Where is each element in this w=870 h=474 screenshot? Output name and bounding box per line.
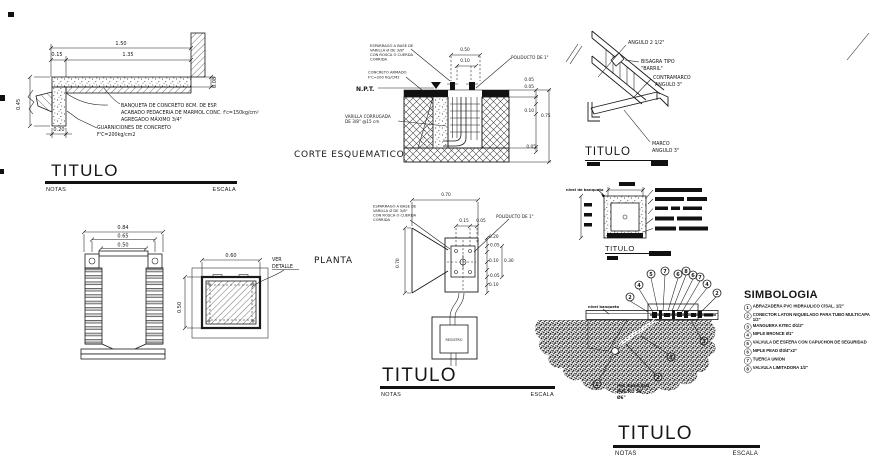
redacted-label	[651, 161, 668, 166]
title-rule	[613, 445, 760, 448]
section-title: TITULO	[605, 244, 635, 253]
callout-number: 3	[669, 354, 673, 361]
titulo-block-banqueta	[45, 162, 237, 193]
section-title: TITULO	[382, 365, 457, 386]
note-text: VARILLA Ø DE 3/8"	[370, 48, 405, 53]
marco-isometric-drawing	[566, 31, 691, 154]
section-title: TITULO	[585, 146, 631, 158]
callout-number: 6	[676, 271, 680, 278]
callout-number: 8	[684, 268, 688, 275]
dim-label: 1.35	[122, 52, 134, 58]
dim-label: 0.15	[51, 52, 63, 58]
dim-label: 0.10	[524, 109, 534, 114]
legend-number: 5	[744, 340, 751, 347]
dim-label: 0.50	[117, 242, 129, 249]
titulo-block-marco	[585, 147, 668, 161]
tapa-detail-drawing	[373, 192, 534, 366]
dim-label: 0.05	[490, 274, 500, 279]
note-text: ANGULO 3"	[652, 149, 680, 154]
registro-box-label: REGISTRO	[445, 338, 463, 342]
toma-domiciliaria-drawing	[535, 267, 721, 400]
dim-label: 0.05	[490, 243, 500, 249]
legend-number: 7	[744, 357, 751, 364]
legend-text: MANGUERA KITEC Ø1/2"	[752, 322, 804, 328]
note-text: CORRIDA	[373, 218, 390, 222]
legend-number: 8	[744, 365, 751, 372]
title-rule	[45, 181, 237, 184]
note-text: ESPARRAGO A BASE DE	[373, 204, 417, 209]
dim-label: 0.10	[489, 283, 499, 288]
dim-label: 0.45	[16, 98, 22, 110]
legend-item	[744, 332, 870, 339]
legend-number: 1	[744, 304, 751, 311]
dim-label: 0.05	[476, 219, 486, 224]
dim-label: 0.50	[460, 48, 470, 53]
redacted-label	[649, 251, 671, 256]
note-text: ESPARRAGO A BASE DE	[370, 44, 414, 48]
callout-number: 4	[705, 281, 709, 288]
dim-label: 0.75	[541, 114, 551, 119]
callout-number: 7	[663, 268, 667, 275]
callout-number: 1	[595, 381, 599, 388]
caja-section-drawing	[81, 225, 165, 359]
dim-label: 0.05	[524, 78, 534, 83]
note-text: CORRIDA	[370, 57, 387, 62]
notas-label: NOTAS	[46, 186, 67, 193]
note-text: MARCO	[652, 142, 670, 147]
note-text: ANGULO 2 1/2"	[628, 41, 665, 46]
dim-label: 0.15	[459, 219, 469, 224]
legend-number: 4	[744, 332, 751, 339]
legend-text: NIPLE BRONCE Ø1"	[752, 331, 794, 337]
dim-label: 0.30	[504, 259, 514, 264]
dim-label: 0.08	[212, 76, 218, 88]
dim-label: 0.05	[524, 85, 534, 90]
escala-label: ESCALA	[212, 186, 236, 193]
dim-label: 0.20	[489, 235, 499, 240]
dim-label: 0.70	[441, 193, 451, 198]
dim-label: 0.05	[526, 145, 536, 150]
callout-number: 3	[702, 338, 706, 345]
legend-text: VALVULA LIMITADORA 1/2"	[752, 364, 808, 370]
corte-esquematico-label: CORTE ESQUEMATICO	[294, 150, 405, 160]
planta-drawing	[177, 253, 353, 338]
note-text: POLIDUCTO DE 1"	[511, 55, 549, 60]
note-text: F'C=200kg/cm2	[97, 133, 136, 138]
callout-number: 2	[715, 290, 719, 297]
legend-text: ABRAZADERA PVC HIDRAULICO C/SAL. 1/2"	[752, 303, 844, 309]
legend-item	[744, 304, 870, 311]
red-municipal-label: red municipal	[617, 383, 650, 388]
note-text: VARILLA Ø DE 3/8"	[373, 209, 408, 213]
planta-label: PLANTA	[314, 256, 353, 266]
escala-label: ESCALA	[530, 391, 554, 398]
escala-label: ESCALA	[732, 450, 758, 457]
dim-label: 0.10	[489, 259, 499, 264]
registro-plan-drawing	[566, 182, 708, 240]
note-text: "BARRIL"	[641, 67, 663, 72]
legend-number: 2	[744, 312, 751, 319]
redacted-label	[607, 256, 618, 260]
simbologia-list	[744, 304, 870, 373]
note-text: POLIDUCTO DE 1"	[496, 214, 534, 219]
callout-number: 6	[691, 272, 695, 279]
red-municipal-label: PVC RD 26	[617, 389, 642, 394]
legend-number: 3	[744, 323, 751, 330]
legend-item	[744, 357, 870, 364]
note-text: CON ROSCA O CUERDA	[373, 213, 417, 218]
ver-detalle-label: DETALLE	[272, 265, 293, 270]
legend-item	[744, 365, 870, 372]
titulo-block-registro-plan	[605, 245, 671, 254]
note-text: CONTRAMARCO	[653, 76, 691, 81]
legend-item	[744, 340, 870, 347]
red-municipal-label: Ø6"	[617, 395, 626, 400]
note-text: BANQUETA DE CONCRETO 8CM. DE ESP.	[121, 104, 218, 109]
npt-label: N.P.T.	[356, 86, 375, 93]
nivel-banqueta-label: nivel de banqueta	[566, 188, 604, 192]
note-text: ANGULO 3"	[655, 83, 683, 88]
title-rule	[380, 386, 555, 389]
note-text: GUARNICIONES DE CONCRETO	[97, 126, 171, 131]
dim-label: 0.20	[53, 127, 65, 133]
dim-label: 0.10	[460, 59, 470, 64]
dim-label: 1.50	[115, 41, 127, 47]
note-text: CON ROSCA O CUERDA	[370, 53, 414, 57]
note-text: CONCRETO ARMADO	[368, 70, 407, 75]
legend-text: TUERCA UNION	[752, 356, 785, 362]
callout-number: 2	[628, 294, 632, 301]
dim-label: 0.60	[225, 253, 237, 259]
note-text: AGREGADO MÁXIMO 3/4"	[121, 118, 182, 123]
redacted-label	[587, 162, 600, 166]
dim-label: 0.84	[117, 225, 129, 231]
notas-label: NOTAS	[615, 450, 637, 457]
dim-label: 0.50	[177, 301, 183, 313]
titulo-block-tapa	[380, 366, 555, 398]
corte-esquematico-drawing	[294, 44, 551, 164]
nivel-banqueta-label: nivel banqueta	[588, 305, 620, 309]
note-text: BISAGRA TIPO	[641, 60, 675, 65]
callout-number: 4	[637, 282, 641, 289]
callout-number: 2	[656, 374, 660, 381]
section-title: TITULO	[618, 423, 693, 444]
section-title: TITULO	[51, 161, 119, 180]
note-text: F'C=200 KG/CM2	[368, 75, 400, 80]
note-text: VARILLA CORRUGADA	[345, 114, 391, 119]
note-text: ACABADO PEDACERIA DE MARMOL CONC. f'c=150kg/cm²	[121, 111, 259, 116]
dim-label: 0.65	[117, 233, 129, 240]
legend-item	[744, 349, 870, 356]
simbologia-heading: SIMBOLOGIA	[744, 289, 818, 301]
callout-number: 7	[698, 274, 702, 281]
titulo-block-toma	[613, 424, 760, 457]
legend-text: VALVULA DE ESFERA CON CAPUCHON DE SEGURIDAD	[752, 339, 867, 345]
note-text: DE 3/8" @15 cm	[345, 119, 380, 124]
dim-label: 0.70	[396, 258, 401, 268]
notas-label: NOTAS	[381, 391, 402, 398]
callout-number: 5	[649, 271, 653, 278]
legend-item	[744, 312, 870, 322]
ver-detalle-label: VER	[272, 258, 282, 263]
legend-text: NIPLE PEAD Ø3/4"x2"	[752, 348, 797, 354]
simbologia-legend	[744, 289, 870, 444]
legend-number: 6	[744, 349, 751, 356]
legend-text: CONECTOR LATON NIQUELADO PARA TUBO MULTICAPA 1/2"	[752, 311, 870, 322]
legend-item	[744, 323, 870, 330]
banqueta-section-drawing	[16, 33, 259, 138]
